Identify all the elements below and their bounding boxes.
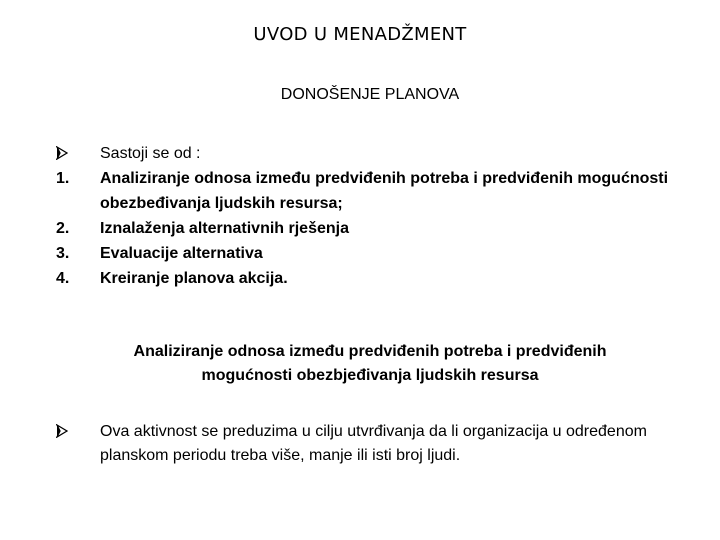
paragraph-text: Ova aktivnost se preduzima u cilju utvrđivanja da li organizacija u određenom planskom periodu treba više, manje ili isti broj ljudi.	[100, 423, 647, 464]
intro-text: Sastoji se od :	[100, 145, 201, 162]
list-item-number: 4.	[56, 270, 70, 287]
section-heading	[60, 340, 680, 388]
list-item	[56, 216, 676, 241]
list-item-number: 1.	[56, 170, 70, 187]
list-item	[56, 166, 676, 216]
list-item-number: 2.	[56, 220, 70, 237]
intro-marker	[56, 141, 100, 166]
list-item	[56, 241, 676, 266]
paragraph-row	[56, 420, 686, 468]
list-item-text: Kreiranje planova akcija.	[100, 270, 288, 287]
section-heading-line-2: mogućnosti obezbjeđivanja ljudskih resursa	[201, 367, 539, 384]
list-item-text: Analiziranje odnosa između predviđenih potreba i predviđenih mogućnosti obezbeđivanja ljudskih resursa;	[100, 170, 669, 212]
intro-row	[56, 141, 676, 166]
section-heading-line-1: Analiziranje odnosa između predviđenih potreba i predviđenih	[133, 343, 607, 360]
list-item-text: Evaluacije alternativa	[100, 245, 263, 262]
arrow-bullet-icon	[56, 424, 68, 438]
slide-title: UVOD U MENADŽMENT	[253, 24, 467, 45]
list-item-number: 3.	[56, 245, 70, 262]
bullet-list	[56, 141, 676, 291]
paragraph-marker	[56, 420, 100, 444]
slide-subtitle: DONOŠENJE PLANOVA	[280, 86, 460, 103]
list-item	[56, 266, 676, 291]
list-item-text: Iznalaženja alternativnih rješenja	[100, 220, 349, 237]
arrow-bullet-icon	[56, 146, 68, 160]
